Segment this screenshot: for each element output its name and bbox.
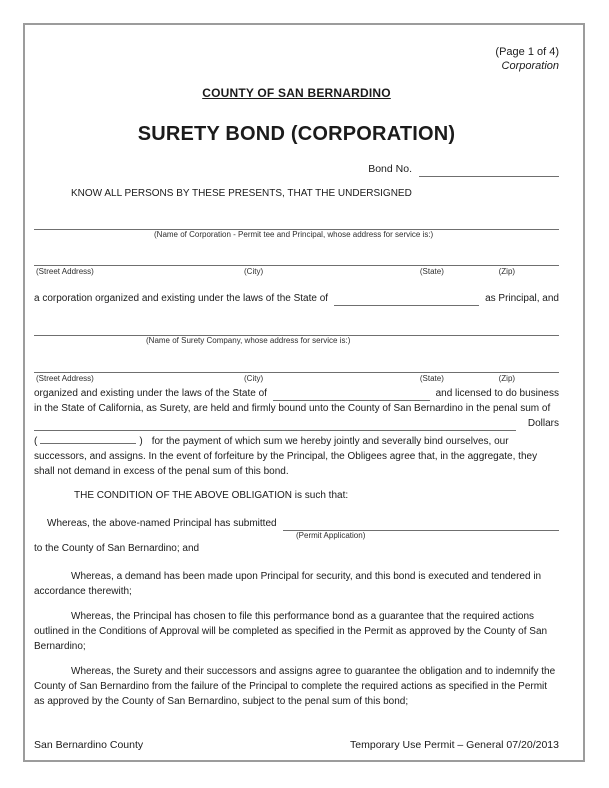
corporation-name-field[interactable] (34, 217, 559, 230)
surety-clause-tail: and licensed to do business (435, 388, 559, 399)
surety-name-caption-row (34, 336, 559, 346)
penal-sum-amount-words-field[interactable] (34, 418, 516, 431)
county-header: COUNTY OF SAN BERNARDINO (202, 86, 391, 100)
whereas-submitted-row (34, 516, 559, 531)
footer-right: Temporary Use Permit – General 07/20/2013 (350, 739, 559, 751)
close-paren: ) (139, 436, 143, 447)
page-header-right (34, 45, 559, 73)
principal-clause-text: a corporation organized and existing under the laws of the State of (34, 293, 329, 304)
dollars-label: Dollars (527, 418, 559, 429)
permit-application-field[interactable] (283, 518, 559, 531)
dollars-row (34, 416, 559, 431)
city-caption: (City) (244, 267, 264, 276)
principal-state-clause (34, 291, 559, 306)
document-page (23, 23, 585, 762)
document-title: SURETY BOND (CORPORATION) (137, 123, 456, 145)
surety-clause-text: organized and existing under the laws of the State of (34, 388, 267, 399)
permit-application-caption-row (34, 531, 559, 541)
open-paren: ( (34, 436, 38, 447)
principal-address-field[interactable] (34, 253, 559, 266)
surety-address-field[interactable] (34, 360, 559, 373)
corporation-name-caption-row (34, 230, 559, 240)
payment-paragraph (34, 431, 559, 479)
surety-address-captions (34, 373, 559, 384)
bond-number-row (34, 162, 559, 177)
street-address-caption: (Street Address) (36, 267, 94, 276)
street-address-caption: (Street Address) (36, 374, 94, 383)
whereas-submitted-continuation: to the County of San Bernardino; and (34, 543, 200, 554)
zip-caption: (Zip) (498, 267, 516, 276)
state-caption: (State) (419, 267, 444, 276)
bond-no-label: Bond No. (368, 163, 412, 175)
page-number-note: (Page 1 of 4) (495, 46, 559, 58)
whereas-demand-paragraph: Whereas, a demand has been made upon Principal for security, and this bond is executed and tendered in accordance therewith; (34, 571, 542, 597)
whereas-submitted-text: Whereas, the above-named Principal has submitted (47, 518, 277, 529)
surety-state-clause (34, 386, 559, 401)
city-caption: (City) (244, 374, 264, 383)
footer-left: San Bernardino County (34, 739, 144, 751)
penal-sum-amount-numeric-field[interactable] (40, 431, 136, 444)
zip-caption: (Zip) (498, 374, 516, 383)
bond-no-field[interactable] (419, 164, 559, 177)
principal-address-captions (34, 266, 559, 277)
principal-state-field[interactable] (334, 293, 479, 306)
surety-state-field[interactable] (273, 388, 430, 401)
condition-heading: THE CONDITION OF THE ABOVE OBLIGATION is such that: (74, 490, 349, 501)
permit-application-caption: (Permit Application) (296, 531, 366, 540)
principal-clause-tail: as Principal, and (485, 293, 559, 304)
page-footer (34, 738, 559, 753)
state-caption: (State) (419, 374, 444, 383)
surety-name-field[interactable] (34, 323, 559, 336)
surety-name-caption: (Name of Surety Company, whose address for service is:) (146, 336, 351, 345)
corporation-name-caption: (Name of Corporation - Permit tee and Principal, whose address for service is:) (154, 230, 434, 239)
form-variant-label: Corporation (501, 60, 559, 72)
payment-clause-text: for the payment of which sum we hereby jointly and severally bind ourselves, our successors, and assigns. In the event of forfeiture by the Principal, the Obligees agree that, in the aggregate, they shall not demand in excess of the penal sum of this bond. (34, 436, 538, 477)
penal-sum-clause: in the State of California, as Surety, are held and firmly bound unto the County of San Bernardino in the penal sum of (34, 403, 551, 414)
whereas-surety-paragraph: Whereas, the Surety and their successors and assigns agree to guarantee the obligation and to indemnify the County of San Bernardino from the failure of the Principal to complete the required actions as specified in the Permit as approved by the County of San Bernardino, subject to the penal sum of this bond; (34, 666, 556, 707)
opening-line: KNOW ALL PERSONS BY THESE PRESENTS, THAT THE UNDERSIGNED (71, 188, 412, 199)
whereas-performance-paragraph: Whereas, the Principal has chosen to file this performance bond as a guarantee that the required actions outlined in the Conditions of Approval will be completed as specified in the Permit as approved by the County of San Bernardino; (34, 611, 548, 652)
